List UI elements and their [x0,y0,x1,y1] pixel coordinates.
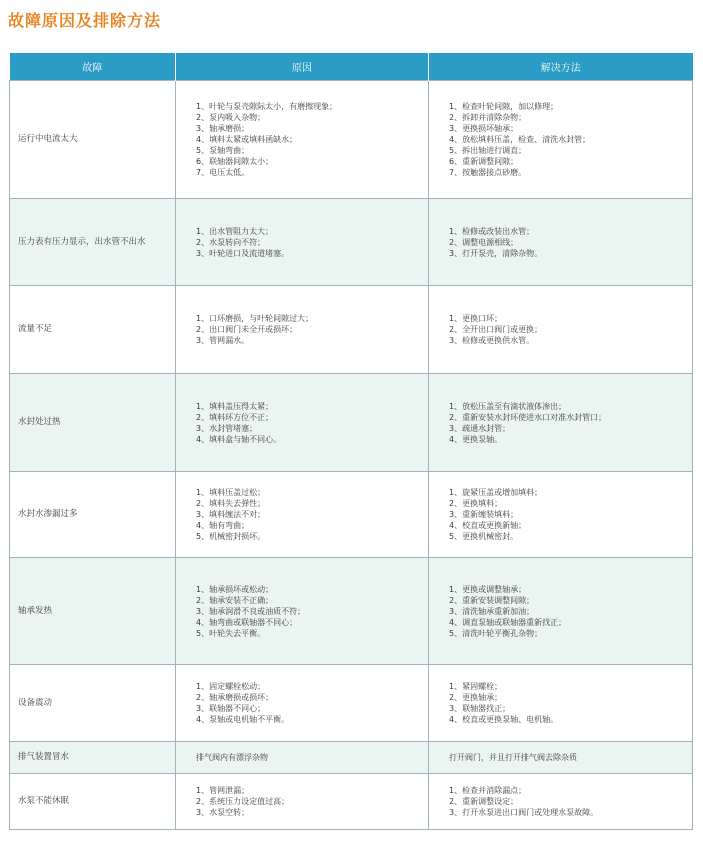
solution-item: 3、打开水泵进出口阀门或处理水泵故障。 [449,808,599,817]
table-row [10,665,693,742]
solution-item: 2、重新调整设定； [449,797,519,806]
cause-item: 3、叶轮进口及流道堵塞。 [196,248,290,258]
cause-item: 1、口环磨损，与叶轮间隙过大； [196,314,314,323]
fault-cell: 运行中电流太大 [10,81,176,199]
fault-cell: 轴承发热 [10,558,176,665]
fault-cell: 水封处过热 [10,374,176,472]
table-body [10,81,693,830]
solution-item: 4、校直或更换新轴； [449,521,527,530]
cause-item: 4、填料盒与轴不同心。 [196,434,282,444]
cause-item: 5、叶轮失去平衡。 [196,628,266,638]
cause-item: 1、填料盖压得太紧； [196,401,274,411]
fault-table [9,53,693,830]
cause-cell [176,774,429,830]
fault-cell: 水封水渗漏过多 [10,472,176,558]
fault-cell: 设备震动 [10,665,176,742]
cause-cell [176,472,429,558]
cause-cell [176,374,429,472]
fault-cell: 水泵不能休眠 [10,774,176,830]
cause-item: 2、系统压力设定值过高； [196,797,290,806]
table-row [10,199,693,286]
solution-item: 3、联轴器找正； [449,704,511,713]
cause-item: 排气阀内有漂浮杂物 [196,753,268,762]
solution-cell [429,81,693,199]
cause-item: 3、填料缠法不对； [196,510,266,519]
solution-item: 4、调直泵轴或联轴器重新找正； [449,617,567,627]
cause-item: 2、出口阀门未全开或损坏； [196,325,298,334]
table-header-row [10,53,693,81]
cause-cell [176,199,429,286]
cause-cell [176,742,429,774]
solution-item: 5、清洗叶轮平衡孔杂物； [449,628,543,638]
cause-item: 4、填料太紧或填料函缺水； [196,135,298,144]
header-cause: 原因 [176,53,429,81]
cause-item: 2、填料失去弹性； [196,499,266,508]
solution-item: 5、拆出轴进行调直； [449,146,527,155]
solution-item: 7、按触器接点砂磨。 [449,168,527,177]
cause-item: 4、泵轴或电机轴不平衡。 [196,715,290,724]
solution-cell [429,286,693,374]
solution-item: 3、更换损坏轴承； [449,124,519,133]
solution-cell [429,472,693,558]
solution-cell [429,665,693,742]
table-row [10,81,693,199]
solution-item: 4、校直或更换泵轴、电机轴。 [449,715,559,724]
cause-item: 2、泵内吸入杂物； [196,113,266,122]
solution-item: 1、检查并消除漏点； [449,786,527,795]
table-row [10,558,693,665]
solution-item: 1、更换口环； [449,314,503,323]
solution-item: 2、重新安装调整间隙； [449,595,535,605]
solution-item: 2、全开出口阀门或更换； [449,325,543,334]
solution-item: 3、重新缠装填料； [449,510,519,519]
cause-item: 2、轴承安装不正确； [196,595,274,605]
table-row [10,472,693,558]
solution-item: 1、紧固螺栓； [449,682,503,691]
cause-cell [176,665,429,742]
table-row [10,742,693,774]
cause-item: 1、出水管阻力太大； [196,226,274,236]
cause-item: 3、轴承润滑不良或油质不符； [196,606,306,616]
cause-item: 4、轴有弯曲； [196,521,250,530]
cause-item: 1、叶轮与泵壳隙际太小，有磨擦现象； [196,102,338,111]
page-title: 故障原因及排除方法 [8,11,162,30]
cause-cell [176,558,429,665]
solution-item: 1、检查叶轮间隙，加以修理； [449,102,559,111]
table-row [10,286,693,374]
cause-item: 7、电压太低。 [196,168,250,177]
solution-cell [429,558,693,665]
cause-item: 3、水泵空转； [196,808,250,817]
cause-item: 3、管网漏水。 [196,336,250,345]
table-row [10,774,693,830]
solution-item: 3、打开泵壳，清除杂物。 [449,248,543,258]
solution-item: 打开阀门，并且打开排气阀去除杂质 [449,753,577,762]
cause-cell [176,81,429,199]
solution-item: 5、更换机械密封。 [449,532,519,541]
cause-item: 1、轴承损坏或松动； [196,584,274,594]
cause-item: 6、联轴器间隙太小； [196,157,274,166]
solution-item: 2、拆卸并清除杂物； [449,113,527,122]
fault-cell: 排气装置冒水 [10,742,176,774]
cause-item: 3、联轴器不同心； [196,704,266,713]
solution-item: 3、检修或更换供水管。 [449,336,535,345]
cause-item: 1、固定螺栓松动； [196,682,266,691]
solution-item: 2、更换填料； [449,499,503,508]
cause-item: 2、水泵转向不符； [196,237,266,247]
solution-item: 2、更换轴承； [449,693,503,702]
cause-item: 4、轴弯曲或联轴器不同心； [196,617,298,627]
header-fault: 故障 [10,53,176,81]
cause-item: 5、机械密封损坏。 [196,532,266,541]
cause-item: 2、轴承磨损或损坏； [196,693,274,702]
header-solution: 解决方法 [429,53,693,81]
cause-item: 3、轴承磨损； [196,124,250,133]
cause-item: 2、填料环方位不正； [196,412,274,422]
cause-item: 1、管网泄漏； [196,786,250,795]
fault-cell: 压力表有压力显示，出水管不出水 [10,199,176,286]
solution-item: 1、检修或改装出水管； [449,226,535,236]
solution-item: 4、更换泵轴。 [449,434,503,444]
solution-item: 1、放松压盖至有滴状液体渗出； [449,401,567,411]
solution-item: 2、重新安装水封环使进水口对准水封管口； [449,412,607,422]
solution-cell [429,742,693,774]
solution-cell [429,374,693,472]
fault-cell: 流量不足 [10,286,176,374]
cause-cell [176,286,429,374]
solution-cell [429,774,693,830]
solution-item: 1、旋紧压盖或增加填料； [449,488,543,497]
solution-item: 4、放松填料压盖，检查、清洗水封管； [449,135,591,144]
solution-cell [429,199,693,286]
table-row [10,374,693,472]
cause-item: 5、泵轴弯曲； [196,146,250,155]
cause-item: 1、填料压盖过松； [196,488,266,497]
solution-item: 2、调整电源相线； [449,237,519,247]
solution-item: 3、清洗轴承重新加油； [449,606,535,616]
cause-item: 3、水封管堵塞； [196,423,258,433]
solution-item: 3、疏通水封管； [449,423,511,433]
solution-item: 1、更换或调整轴承； [449,584,527,594]
solution-item: 6、重新调整间隙； [449,157,519,166]
